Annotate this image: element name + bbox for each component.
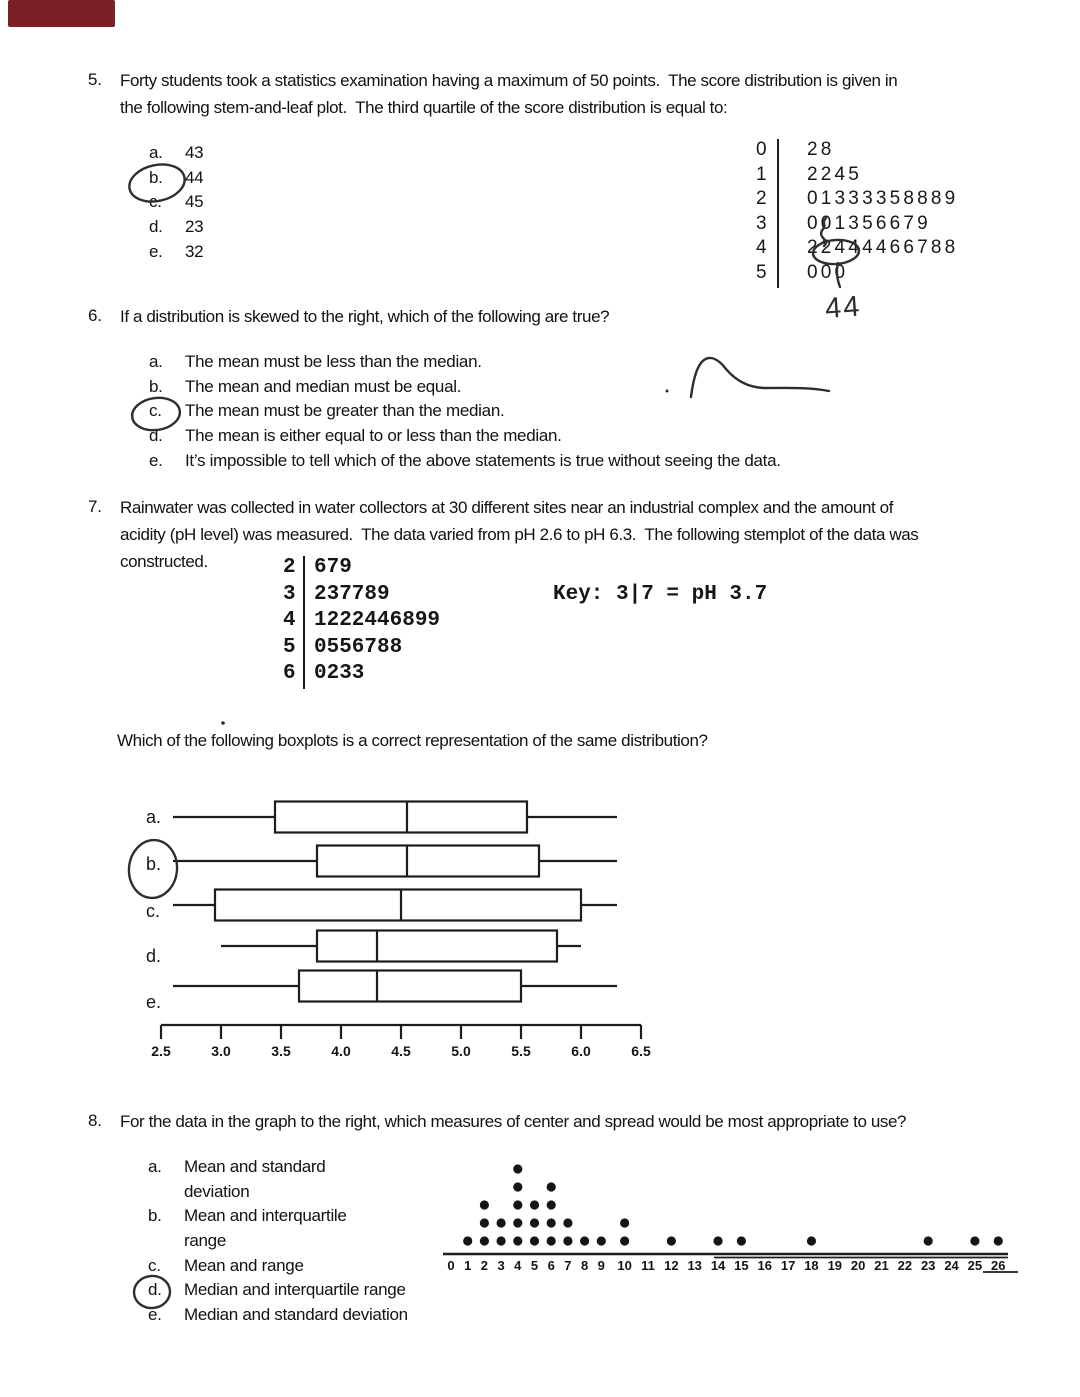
question-7-number: 7. [88, 497, 102, 516]
option-row: d. Median and interquartile range [148, 1280, 406, 1300]
stemplot-divider [303, 609, 305, 636]
dotplot-tick-label: 11 [641, 1258, 655, 1273]
dotplot-dot [480, 1236, 489, 1245]
dotplot-dot [807, 1236, 816, 1245]
boxplot-row [173, 971, 617, 1002]
dotplot-tick-label: 13 [687, 1258, 702, 1273]
dotplot-dot [620, 1236, 629, 1245]
dotplot-tick-label: 3 [497, 1258, 505, 1273]
option-row: e. It’s impossible to tell which of the above statements is true without seeing the data. [149, 450, 781, 470]
boxplot-option-label: b. [146, 854, 162, 874]
dotplot-tick-label: 19 [827, 1258, 843, 1273]
question-5-number: 5. [88, 70, 102, 89]
dotplot-dot [970, 1236, 979, 1245]
boxplot-row [221, 931, 581, 962]
question-8-number: 8. [88, 1111, 102, 1130]
handwritten-circle-boxplot-b [126, 838, 180, 901]
dotplot-dot [620, 1218, 629, 1227]
stemplot-key: Key: 3|7 = pH 3.7 [553, 583, 768, 606]
stem-leaf-row: 1 2245 [756, 163, 863, 185]
question-7-text-line-1: Rainwater was collected in water collectors at 30 different sites near an industrial complex and the amount of [120, 498, 894, 517]
dotplot-dot [497, 1236, 506, 1245]
question-6-number: 6. [88, 306, 102, 325]
option-row: e. Median and standard deviation [148, 1305, 408, 1325]
dotplot-tick-label: 12 [664, 1258, 679, 1273]
q5-stem-and-leaf-plot [756, 139, 958, 287]
dotplot-dot [480, 1200, 489, 1209]
dotplot-tick-label: 9 [597, 1258, 605, 1273]
dotplot-dot [480, 1218, 489, 1227]
stem-leaf-row: 2 01333358889 [756, 188, 959, 210]
dotplot-tick-label: 5 [530, 1258, 539, 1273]
stemplot-divider [303, 636, 305, 663]
question-5-text-line-1: Forty students took a statistics examination having a maximum of 50 points. The score distribution is given in [120, 71, 898, 90]
option-row: b. 44 [149, 167, 204, 187]
dotplot-dot [513, 1218, 522, 1227]
boxplot-axis-label: 6.0 [571, 1043, 591, 1059]
stem-leaf-row: 0 28 [756, 139, 835, 160]
dotplot-tick-label: 8 [580, 1258, 589, 1273]
option-row: d. 23 [149, 217, 204, 237]
dotplot-dot [547, 1236, 556, 1245]
dotplot-dot [667, 1236, 676, 1245]
dotplot-dot [547, 1182, 556, 1191]
dotplot-dot [597, 1236, 606, 1245]
question-7-text-line-3: constructed. [120, 552, 208, 571]
boxplot-row [173, 802, 617, 833]
boxplot-axis-label: 3.0 [211, 1043, 231, 1059]
option-row: e. 32 [149, 241, 204, 261]
dotplot-dot [530, 1218, 539, 1227]
boxplot-axis-label: 3.5 [271, 1043, 291, 1059]
boxplot-option-label: e. [146, 992, 162, 1012]
option-row: c. The mean must be greater than the median. [149, 401, 505, 421]
question-7-text-line-2: acidity (pH level) was measured. The data varied from pH 2.6 to pH 6.3. The following stemplot of the data was [120, 525, 919, 544]
question-6-options [149, 352, 781, 475]
boxplot-axis-label: 4.5 [391, 1043, 411, 1059]
option-row: a. 43 [149, 143, 204, 162]
stem-leaf-row: 5 000 [756, 261, 849, 283]
boxplot-option-label: c. [146, 901, 161, 921]
question-5-text-line-2: the following stem-and-leaf plot. The third quartile of the score distribution is equal to: [120, 98, 728, 117]
dotplot-tick-label: 21 [874, 1258, 889, 1273]
boxplot-axis-label: 5.0 [451, 1043, 471, 1059]
dotplot-dot [513, 1164, 522, 1173]
dotplot-dot [513, 1200, 522, 1209]
dotplot-dot [994, 1236, 1003, 1245]
dotplot-tick-label: 23 [920, 1258, 936, 1273]
option-row: d. The mean is either equal to or less than the median. [149, 426, 562, 446]
option-row: b. The mean and median must be equal. [149, 376, 462, 396]
stemplot-row: 3 237789 [283, 583, 440, 610]
option-row: a. The mean must be less than the median. [149, 352, 482, 371]
stemplot-row: 2 679 [283, 556, 440, 583]
dotplot-dot [530, 1236, 539, 1245]
boxplot-axis-label: 5.5 [511, 1043, 531, 1059]
option-row: b. Mean and interquartile [148, 1206, 347, 1226]
dotplot-tick-label: 1 [464, 1258, 472, 1273]
dotplot-dot [513, 1182, 522, 1191]
dotplot-dot [737, 1236, 746, 1245]
option-row: c. Mean and range [148, 1255, 304, 1275]
boxplot-row [173, 846, 617, 877]
boxplot-question-text: Which of the following boxplots is a correct representation of the same distribution? [117, 731, 708, 750]
dotplot-tick-label: 6 [547, 1258, 555, 1273]
stemplot-divider [303, 662, 305, 689]
handwritten-44-note: 44 [824, 290, 863, 326]
dotplot-dot [563, 1236, 572, 1245]
stemplot-row: 4 1222446899 [283, 609, 440, 636]
question-5-options [149, 143, 203, 266]
option-row-continuation: deviation [184, 1181, 250, 1201]
ink-speck [221, 721, 225, 725]
stemplot-divider [303, 556, 305, 583]
dotplot-dot [713, 1236, 722, 1245]
dotplot-tick-label: 26 [991, 1258, 1006, 1273]
boxplot-axis-label: 4.0 [331, 1043, 351, 1059]
dotplot-tick-label: 17 [780, 1258, 796, 1273]
dotplot-tick-label: 10 [617, 1258, 632, 1273]
dotplot-tick-label: 2 [480, 1258, 489, 1273]
dotplot-tick-label: 0 [447, 1258, 455, 1273]
dotplot-dot [580, 1236, 589, 1245]
dotplot-tick-label: 7 [564, 1258, 572, 1273]
stem-leaf-row: 3 001356679 [756, 212, 931, 234]
question-6-text: If a distribution is skewed to the right, which of the following are true? [120, 307, 610, 326]
dotplot-tick-label: 20 [850, 1258, 866, 1273]
dotplot-dot [497, 1218, 506, 1227]
dotplot-tick-label: 14 [710, 1258, 726, 1273]
stemplot-row: 6 0233 [283, 662, 440, 689]
option-row-continuation: range [184, 1231, 226, 1251]
boxplot-axis-label: 6.5 [631, 1043, 651, 1059]
boxplot-option-label: d. [146, 946, 162, 966]
dotplot-tick-label: 24 [944, 1258, 959, 1273]
dotplot-tick-label: 18 [804, 1258, 819, 1273]
boxplot-axis [161, 1025, 641, 1039]
stemplot-row: 5 0556788 [283, 636, 440, 663]
dotplot-dot [513, 1236, 522, 1245]
dotplot-tick-label: 15 [734, 1258, 749, 1273]
q7-stemplot [283, 556, 440, 689]
boxplot-option-label: a. [146, 807, 162, 827]
dotplot-dot [563, 1218, 572, 1227]
option-row: a. Mean and standard [148, 1157, 326, 1176]
stem-leaf-row: 4 22444466788 [756, 237, 959, 259]
dotplot-dot [547, 1218, 556, 1227]
dotplot-tick-label: 4 [514, 1258, 522, 1273]
stemplot-divider [303, 583, 305, 610]
boxplot-row [173, 890, 617, 921]
redaction-mark [8, 0, 115, 27]
option-row: c. 45 [149, 192, 204, 212]
dotplot-tick-label: 25 [967, 1258, 983, 1273]
dotplot-dot [530, 1200, 539, 1209]
dotplot-dot [924, 1236, 933, 1245]
boxplot-axis-label: 2.5 [151, 1043, 171, 1059]
question-8-text: For the data in the graph to the right, which measures of center and spread would be most appropriate to use? [120, 1112, 907, 1131]
dotplot-dot [547, 1200, 556, 1209]
dotplot-tick-label: 16 [757, 1258, 772, 1273]
question-8-options [148, 1157, 408, 1330]
dotplot-tick-label: 22 [897, 1258, 913, 1273]
dotplot-dot [463, 1236, 472, 1245]
